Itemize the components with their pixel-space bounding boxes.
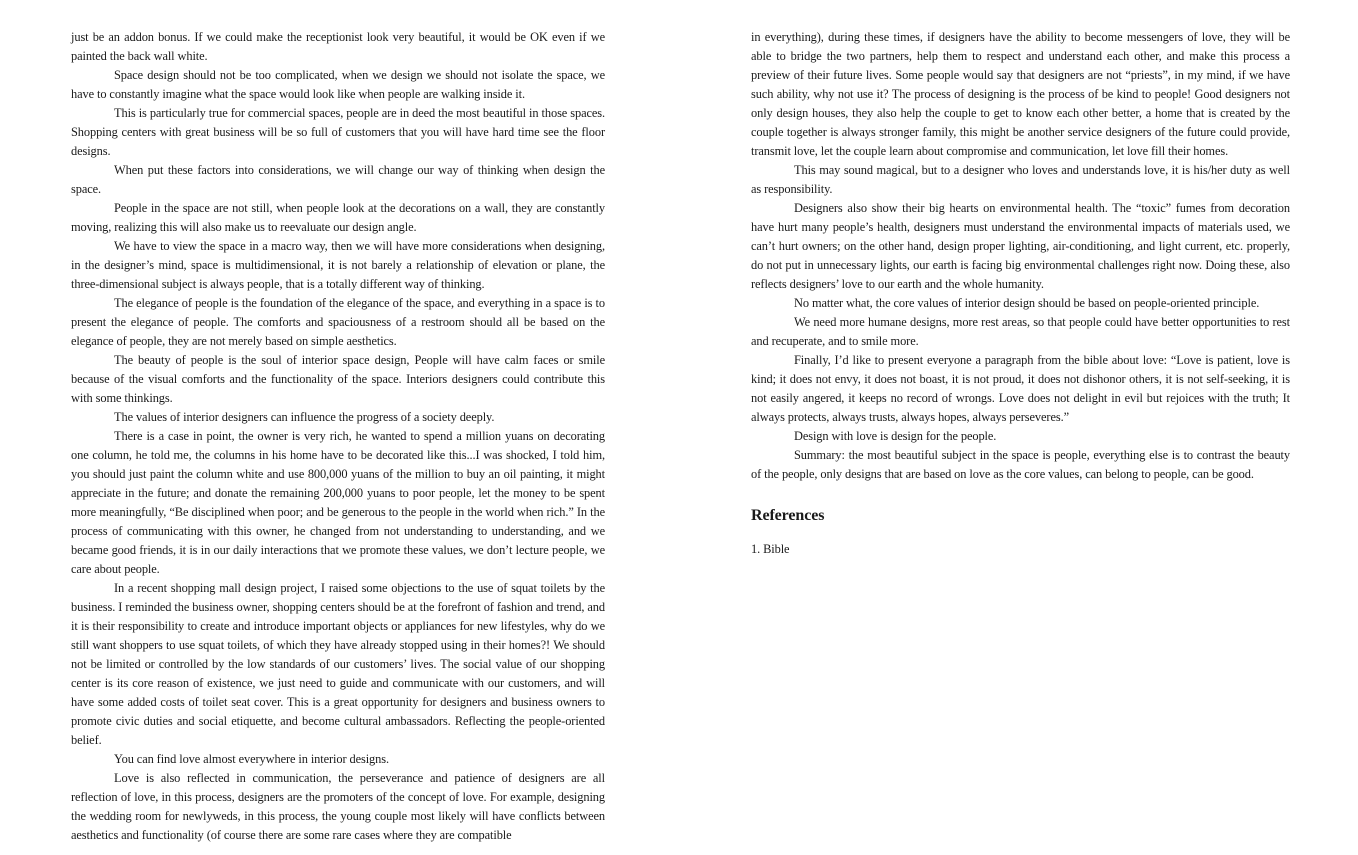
references-heading: References [751, 507, 825, 524]
paragraph: We need more humane designs, more rest areas, so that people could have better opportunities to rest and recuperate, and to smile more. [751, 315, 1290, 348]
right-page-text-column [751, 28, 1290, 559]
paragraph: No matter what, the core values of interior design should be based on people-oriented principle. [794, 296, 1260, 310]
paragraph: The values of interior designers can influence the progress of a society deeply. [114, 410, 495, 424]
paragraph: When put these factors into considerations, we will change our way of thinking when design the space. [71, 163, 605, 196]
left-page-text-column [71, 28, 605, 845]
paragraph: In a recent shopping mall design project, I raised some objections to the use of squat toilets by the business. I reminded the business owner, shopping centers should be at the forefront of fashion and trend, and it is their responsibility to create and introduce important objects or appliances for new lifestyles, why do we still want shoppers to use squat toilets, of which they have already stopped using in their homes?! We should not be limited or controlled by the low standards of our customers’ lives. The social value of our shopping center is its core reason of existence, we just need to guide and communicate with our customers, and will have some added costs of toilet seat cover. This is a great opportunity for designers and business owners to promote civic duties and social etiquette, and become cultural ambassadors. Reflecting the people-oriented belief. [71, 581, 605, 747]
paragraph: Finally, I’d like to present everyone a paragraph from the bible about love: “Love is patient, love is kind; it does not envy, it does not boast, it is not proud, it does not dishonor others, it is not self-seeking, it is not easily angered, it keeps no record of wrongs. Love does not delight in evil but rejoices with the truth; It always protects, always trusts, always hopes, always perseveres.” [751, 353, 1290, 424]
paragraph: The elegance of people is the foundation of the elegance of the space, and everything in a space is to present the elegance of people. The comforts and spaciousness of a restroom should all be based on the elegance of people, they are not merely based on simple aesthetics. [71, 296, 605, 348]
paragraph: There is a case in point, the owner is very rich, he wanted to spend a million yuans on decorating one column, he told me, the columns in his home have to be decorated like this...I was shocked, I told him, you should just paint the column white and use 800,000 yuans of the million to buy an oil painting, it might appreciate in the future; and donate the remaining 200,000 yuans to poor people, let the money to be spent more meaningfully, “Be disciplined when poor; and be generous to the people in the world when rich.” In the process of communicating with this owner, he changed from not understanding to understanding, and we became good friends, it is in our daily interactions that we promote these values, we don’t lecture people, we care about people. [71, 429, 605, 576]
paragraph: The beauty of people is the soul of interior space design, People will have calm faces or smile because of the visual comforts and the functionality of the space. Interiors designers could contribute this with some thinkings. [71, 353, 605, 405]
paragraph: This is particularly true for commercial spaces, people are in deed the most beautiful in those spaces. Shopping centers with great business will be so full of customers that you will have hard time see the floor designs. [71, 106, 605, 158]
paragraph: Design with love is design for the people. [794, 429, 997, 443]
paragraph: People in the space are not still, when people look at the decorations on a wall, they are constantly moving, realizing this will also make us to reevaluate our design angle. [71, 201, 605, 234]
paragraph: just be an addon bonus. If we could make the receptionist look very beautiful, it would be OK even if we painted the back wall white. [71, 30, 605, 63]
right-page [679, 0, 1358, 855]
paragraph: This may sound magical, but to a designer who loves and understands love, it is his/her duty as well as responsibility. [751, 163, 1290, 196]
paragraph: Designers also show their big hearts on environmental health. The “toxic” fumes from decoration have hurt many people’s health, designers must understand the environmental impacts of materials used, we can’t hurt owners; on the other hand, design proper lighting, air-conditioning, and light current, etc. properly, do not put in unnecessary lights, our earth is facing big environmental challenges right now. Doing these, also reflects designers’ love to our earth and the whole humanity. [751, 201, 1290, 291]
paragraph: Space design should not be too complicated, when we design we should not isolate the space, we have to constantly imagine what the space would look like when people are walking inside it. [71, 68, 605, 101]
paragraph: You can find love almost everywhere in interior designs. [114, 752, 389, 766]
paragraph: in everything), during these times, if designers have the ability to become messengers of love, they will be able to bridge the two partners, help them to respect and understand each other, and make this process a preview of their future lives. Some people would say that designers are not “priests”, in my mind, if we have such ability, why not use it? The process of designing is the process of be kind to people! Good designers not only design houses, they also help the couple to get to know each other better, a home that is created by the couple together is always stronger family, this might be another service designers of the future could provide, transmit love, let the couple learn about compromise and communication, let love fill their homes. [751, 30, 1290, 158]
paragraph: We have to view the space in a macro way, then we will have more considerations when designing, in the designer’s mind, space is multidimensional, it is not barely a relationship of elevation or plane, the three-dimensional subject is always people, that is a totally different way of thinking. [71, 239, 605, 291]
paragraph: Summary: the most beautiful subject in the space is people, everything else is to contrast the beauty of the people, only designs that are based on love as the core values, can belong to people, can be good. [751, 448, 1290, 481]
reference-item: 1. Bible [751, 542, 790, 556]
paragraph: Love is also reflected in communication, the perseverance and patience of designers are all reflection of love, in this process, designers are the promoters of the concept of love. For example, designing the wedding room for newlyweds, in this process, the young couple most likely will have conflicts between aesthetics and functionality (of course there are some rare cases where they are compatible [71, 771, 605, 842]
references-section [751, 506, 1290, 559]
